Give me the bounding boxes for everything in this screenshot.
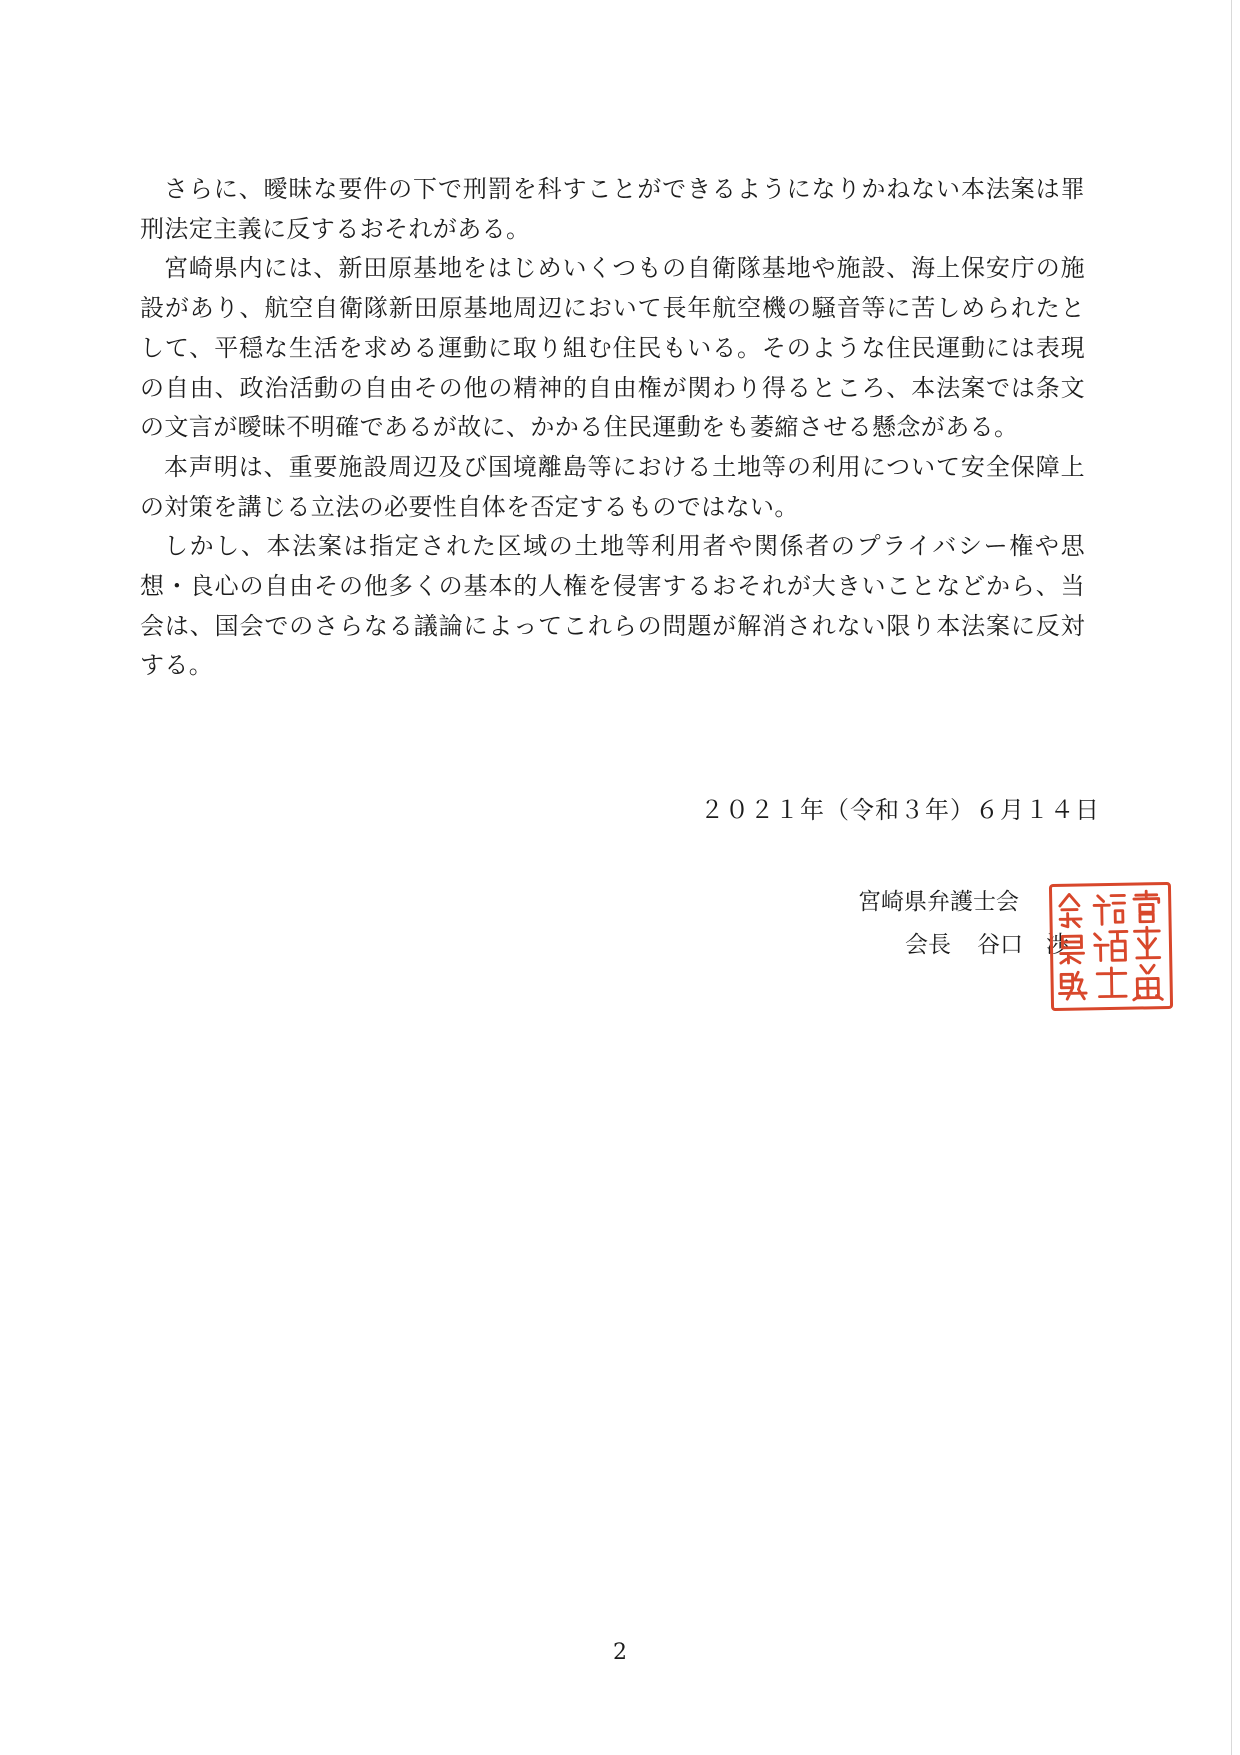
official-seal <box>1049 882 1173 1011</box>
page-number: 2 <box>613 1640 627 1665</box>
signer-name: 谷口 渉 <box>977 932 1069 958</box>
issue-date: ２０２１年（令和３年）６月１４日 <box>700 796 1100 824</box>
seal-stamp-icon <box>1052 885 1170 1008</box>
signer-title: 会長 <box>905 932 951 958</box>
organization-name: 宮崎県弁護士会 <box>858 889 1019 915</box>
signer-line <box>905 926 1069 959</box>
paragraph-4: しかし、本法案は指定された区域の土地等利用者や関係者のプライバシー権や思想・良心の自由その他多くの基本的人権を侵害するおそれが大きいことなどから、当会は、国会でのさらなる議論によってこれらの問題が解消されない限り本法案に反対する。 <box>140 532 1085 680</box>
paragraph-3: 本声明は、重要施設周辺及び国境離島等における土地等の利用について安全保障上の対策を講じる立法の必要性自体を否定するものではない。 <box>140 452 1085 521</box>
paragraph-2: 宮崎県内には、新田原基地をはじめいくつもの自衛隊基地や施設、海上保安庁の施設があり、航空自衛隊新田原基地周辺において長年航空機の騒音等に苦しめられたとして、平穏な生活を求める運動に取り組む住民もいる。そのような住民運動には表現の自由、政治活動の自由その他の精神的自由権が関わり得るところ、本法案では条文の文言が曖昧不明確であるが故に、かかる住民運動をも萎縮させる懸念がある。 <box>140 254 1085 442</box>
statement-body <box>140 170 1085 686</box>
scan-edge-line <box>1231 0 1232 1755</box>
paragraph-1: さらに、曖昧な要件の下で刑罰を科すことができるようになりかねない本法案は罪刑法定主義に反するおそれがある。 <box>140 175 1085 243</box>
